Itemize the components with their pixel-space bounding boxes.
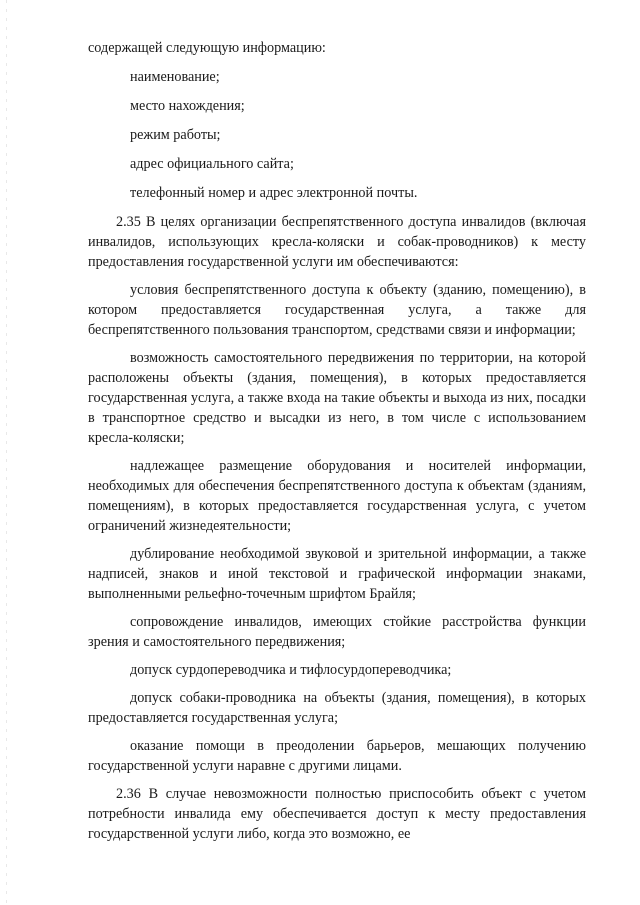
section-2-35: 2.35 В целях организации беспрепятственного доступа инвалидов (включая инвалидов, использующих кресла-коляски и собак-проводников) к месту предоставления государственной услуги им обеспечиваются: xyxy=(88,214,586,270)
condition-guide-dog: допуск собаки-проводника на объекты (здания, помещения), в которых предоставляется государственная услуга; xyxy=(88,690,586,726)
condition-interpreter: допуск сурдопереводчика и тифлосурдопереводчика; xyxy=(130,662,452,678)
condition-escort: сопровождение инвалидов, имеющих стойкие расстройства функции зрения и самостоятельного передвижения; xyxy=(88,614,586,650)
intro-line: содержащей следующую информацию: xyxy=(88,40,326,56)
list-item-schedule: режим работы; xyxy=(130,127,221,143)
document-body xyxy=(88,38,586,844)
section-2-36: 2.36 В случае невозможности полностью приспособить объект с учетом потребности инвалида ему обеспечивается доступ к месту предоставления государственной услуги либо, когда это возможно, ее xyxy=(88,786,586,842)
list-item-contacts: телефонный номер и адрес электронной почты. xyxy=(130,185,418,201)
condition-equipment: надлежащее размещение оборудования и носителей информации, необходимых для обеспечения беспрепятственного доступа к объектам (зданиям, помещениям), в которых предоставляется государственная услуга, с учетом ограничений жизнедеятельности; xyxy=(88,458,586,534)
list-item-name: наименование; xyxy=(130,69,220,85)
condition-assistance: оказание помощи в преодолении барьеров, мешающих получению государственной услуги наравне с другими лицами. xyxy=(88,738,586,774)
condition-access: условия беспрепятственного доступа к объекту (зданию, помещению), в котором предоставляется государственная услуга, а также для беспрепятственного пользования транспортом, средствами связи и информации; xyxy=(88,282,586,338)
scan-edge-artifact xyxy=(6,0,7,905)
list-item-website: адрес официального сайта; xyxy=(130,156,294,172)
list-item-location: место нахождения; xyxy=(130,98,245,114)
condition-duplication: дублирование необходимой звуковой и зрительной информации, а также надписей, знаков и иной текстовой и графической информации знаками, выполненными рельефно-точечным шрифтом Брайля; xyxy=(88,546,586,602)
condition-movement: возможность самостоятельного передвижения по территории, на которой расположены объекты (здания, помещения), в которых предоставляется государственная услуга, а также входа на такие объекты и выхода из них, посадки в транспортное средство и высадки из него, в том числе с использованием кресла-коляски; xyxy=(88,350,586,446)
